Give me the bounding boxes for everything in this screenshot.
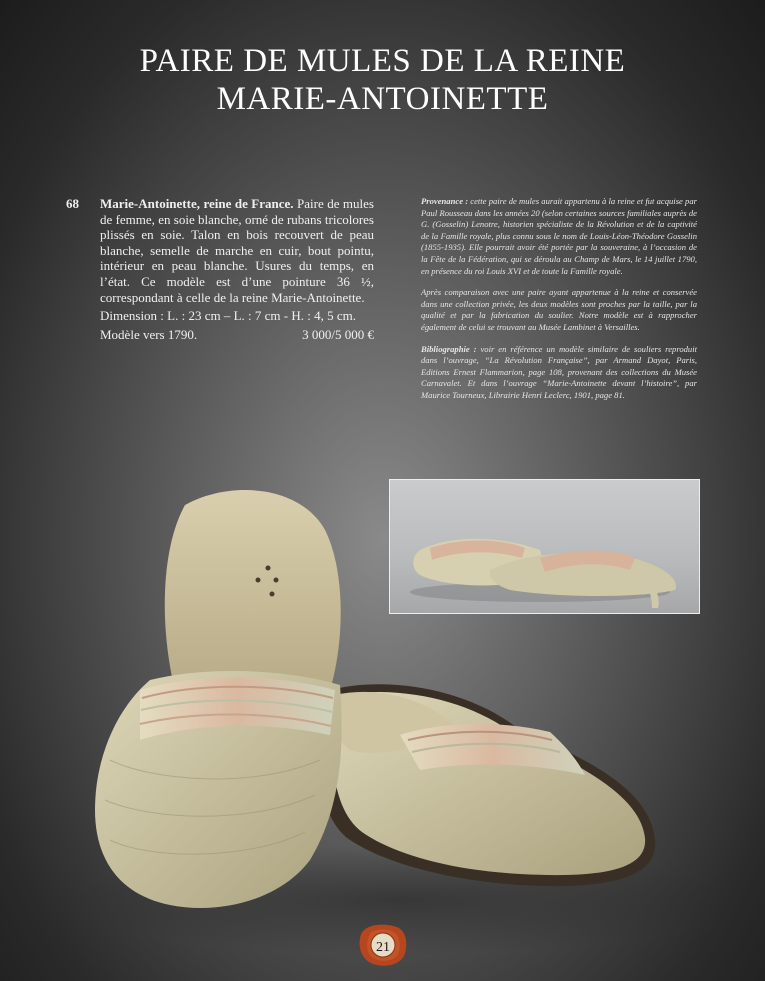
title-line-1: PAIRE DE MULES DE LA REINE (139, 43, 626, 79)
provenance-label: Provenance : (421, 196, 469, 206)
lot-name: Marie-Antoinette, reine de France. (100, 196, 294, 211)
inset-photo (389, 479, 700, 614)
left-mule (95, 490, 342, 908)
lot-description (66, 196, 374, 342)
lot-body (100, 196, 374, 305)
lot-date: Modèle vers 1790. (100, 326, 198, 342)
lot-dimensions: Dimension : L. : 23 cm – L. : 7 cm - H. : 4, 5 cm. (100, 308, 356, 324)
provenance-paragraph (421, 196, 697, 277)
bibliography-label: Bibliographie : (421, 343, 477, 354)
page-title (0, 42, 765, 118)
lot-date-estimate-row (100, 327, 374, 343)
notes-column (421, 196, 697, 412)
inset-mules-drawing (390, 480, 699, 613)
bibliography-paragraph (421, 344, 697, 402)
page-number: 21 (376, 940, 390, 955)
lot-description-text: Paire de mules de femme, en soie blanche, orné de rubans tricolores plissés en soie. Talon en bois recouvert de peau blanche, semelle de marche en cuir, bout pointu, intérieur en peau blanche. Usures du temps, en l’état. Ce modèle est d’une pointure 36 ½, correspondant à celle de la reine Marie-Antoinette. (100, 196, 374, 305)
title-line-2: MARIE-ANTOINETTE (216, 81, 549, 117)
provenance-text: cette paire de mules aurait appartenu à la reine et fut acquise par Paul Rousseau dans les années 20 (selon certaines sources familiales auprès de G. (Gosselin) Lenotre, historien spécialiste de la Révolution et de la captivité de la Famille royale, plus connu sous le nom de Louis-Léon-Théodore Gosselin (1855-1935). Elle pourrait avoir été portée par la souveraine, à l’occasion de la Fête de la Fédération, qui se déroula au Champ de Mars, le 14 juillet 1790, en présence du roi Louis XVI et de toute la Famille royale. (421, 196, 697, 276)
lot-estimate: 3 000/5 000 € (302, 326, 374, 342)
lot-number: 68 (66, 196, 79, 211)
bibliography-text: voir en référence un modèle similaire de souliers reproduit dans l’ouvrage, “La Révolution Française”, par Armand Dayot, Paris, Editions Ernest Flammarion, page 108, provenant des collections du Musée Carnavalet. Et dans l’ouvrage “Marie-Antoinette devant l’histoire”, par Maurice Tourneux, Librairie Henri Leclerc, 1901, page 81. (421, 343, 698, 400)
comparison-paragraph: Après comparaison avec une paire ayant appartenue à la reine et conservée dans une collection privée, les deux modèles sont proches par la taille, par la qualité et par la fabrication du soulier. Notre modèle est à rapprocher également de celui se trouvant au Musée Lambinet à Versailles. (421, 287, 697, 332)
